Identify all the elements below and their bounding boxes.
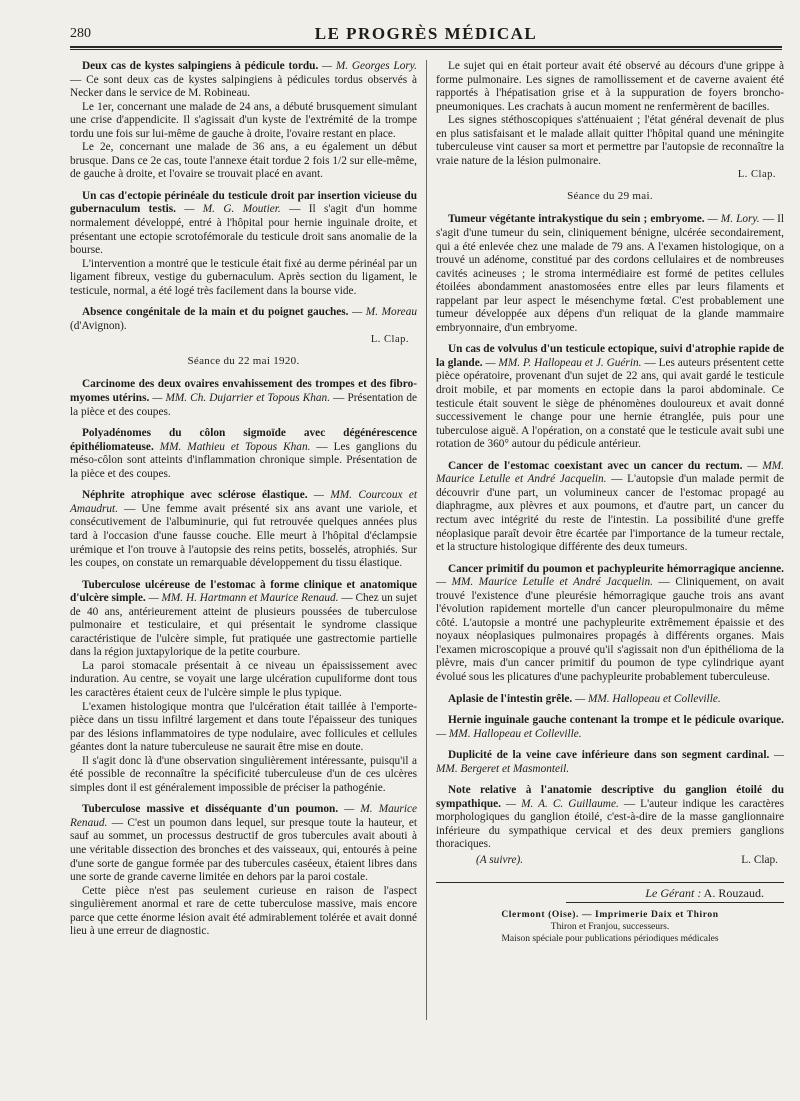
entry-paragraph xyxy=(70,427,417,481)
entry-author: — M. Lory. xyxy=(707,213,760,226)
entry-author: — MM. H. Hartmann et Maurice Renaud. xyxy=(148,592,339,605)
entry-title: Carcinome des deux ovaires envahissement des trompes et des fibro-myomes utérins. xyxy=(70,378,417,405)
entry-paragraph: Le sujet qui en était porteur avait été observé au décours d'une grippe à forme pulmonaire. Les signes de ramollissement et de caverne avaient été rapportés à l'hépatisation grise et à la suppuration de foyers broncho-pneumoniques. Les crachats à aucun moment ne renfermèrent de bacilles. xyxy=(436,60,784,113)
entry-polyadenomes xyxy=(70,427,417,481)
entry-title: Tuberculose ulcéreuse de l'estomac à forme clinique et anatomique d'ulcère simple. xyxy=(70,578,417,605)
entry-cancer-estomac-rectum xyxy=(436,460,784,555)
entry-paragraph xyxy=(70,579,417,660)
entry-ganglion-etoile xyxy=(436,784,784,867)
entry-author: — MM. Courcoux et Amaudrut. xyxy=(70,489,417,515)
entry-paragraph: Les signes stéthoscopiques s'atténuaient ; l'état général devenait de plus en plus satisfaisant et le malade allait quitter l'hôpital quand une méningite tuberculeuse vint causer sa mort et permettre par l'autopsie de reconnaître la vraie nature de la lésion pulmonaire. xyxy=(436,114,784,167)
entry-absence-congenitale xyxy=(70,306,417,347)
entry-aplasie-intestin xyxy=(436,693,784,707)
entry-author: — MM. Ch. Dujarrier et Topous Khan. xyxy=(152,392,331,405)
session-heading: Séance du 22 mai 1920. xyxy=(187,354,300,367)
manager-name: A. Rouzaud. xyxy=(703,885,764,900)
continuation-line xyxy=(436,854,784,868)
manager-rule xyxy=(566,902,784,903)
entry-text: — Présentation de la pièce et des coupes. xyxy=(70,392,418,418)
entry-author: — MM. Hallopeau et Colleville. xyxy=(575,692,721,705)
entry-title: Néphrite atrophique avec sclérose élastique. xyxy=(82,489,308,502)
entry-author: — MM. Hallopeau et Colleville. xyxy=(436,727,582,740)
entry-title: Hernie inguinale gauche contenant la trompe et le pédicule ovarique. xyxy=(448,714,784,727)
entry-paragraph xyxy=(436,784,784,852)
entry-text: — Les ganglions du méso-côlon sont atteints d'inflammation chronique simple. Présentation de la pièce et des coupes. xyxy=(70,440,418,480)
entry-paragraph xyxy=(70,803,417,884)
entry-title: Cancer primitif du poumon et pachypleurite hémorragique ancienne. xyxy=(448,562,784,575)
entry-author: — M. G. Moutier. xyxy=(184,203,281,216)
entry-author: MM. Mathieu et Topous Khan. xyxy=(159,440,311,453)
entry-hernie-inguinale xyxy=(436,714,784,741)
entry-paragraph xyxy=(436,213,784,335)
printer-line: Clermont (Oise). — Imprimerie Daix et Thiron xyxy=(501,910,719,921)
entry-author: — MM. Maurice Letulle et André Jacquelin. xyxy=(436,459,785,486)
entry-paragraph xyxy=(70,378,417,419)
entry-title: Absence congénitale de la main et du poignet gauches. xyxy=(82,306,349,319)
column-divider xyxy=(426,60,427,1020)
signature: L. Clap. xyxy=(737,169,776,181)
printer-line: Thiron et Franjou, successeurs. xyxy=(550,922,670,933)
entry-author: — M. Moreau xyxy=(352,306,417,319)
entry-paragraph xyxy=(436,714,784,741)
entry-paragraph: Cette pièce n'est pas seulement curieuse en raison de l'aspect singulièrement anormal et rare de cette tuberculose massive, mais encore parce que cette énorme lésion avait été admirablement tolérée et avait donné lieu à une erreur de diagnostic. xyxy=(70,884,417,938)
entry-kystes-salpingiens xyxy=(70,60,417,182)
entry-paragraph: La paroi stomacale présentait à ce niveau un épaississement avec induration. Au centre, se voyait une large ulcération cupuliforme dont tous les caractères étaient ceux de l'ulcère simple le plus typique. xyxy=(70,659,417,699)
entry-paragraph: L'examen histologique montra que l'ulcération était taillée à l'emporte-pièce dans un tissu infiltré largement et dans toute l'épaisseur des tuniques par des lésions inflammatoires de type nodulaire, avec follicules et cellules géantes dont la nature tuberculeuse ne saurait être mise en doute. xyxy=(70,700,417,754)
entry-title: Polyadénomes du côlon sigmoïde avec dégénérescence épithéliomateuse. xyxy=(70,427,417,453)
entry-text: — C'est un poumon dans lequel, sur presque toute la hauteur, et sauf au sommet, un processus destructif de gros tubercules avait abouti à une véritable dissection des bronches et des vaisseaux, qui, entourés à peine d'une sorte de gangue formée par des tubercules caséeux, étaient libres dans une sorte de grande caverne limitée en dehors par la paroi costale. xyxy=(70,816,417,884)
entry-author: — M. Georges Lory. xyxy=(322,60,418,72)
entry-volvulus-testicule xyxy=(436,343,784,451)
header-rule xyxy=(70,46,782,50)
entry-paragraph xyxy=(436,749,784,776)
journal-title: LE PROGRÈS MÉDICAL xyxy=(314,24,538,43)
entry-paragraph xyxy=(70,489,417,570)
printer-imprint xyxy=(436,909,784,945)
entry-text: (d'Avignon). xyxy=(70,319,127,332)
entry-title: Duplicité de la veine cave inférieure dans son segment cardinal. xyxy=(448,749,770,762)
left-column xyxy=(70,60,417,947)
entry-paragraph: L'intervention a montré que le testicule était fixé au derme périnéal par un ligament fibreux, vestige du gubernaculum. Après section du ligament, le testicule, normal, a été logé très facilement dans la bourse vide. xyxy=(70,257,417,297)
entry-nephrite xyxy=(70,489,417,570)
to-be-continued: (A suivre). xyxy=(476,853,524,866)
entry-text: — Il s'agit d'un homme normalement développé, entré à l'hôpital pour hernie inguinale droite, et présentant une ectopie scrotofémorale du testicule droit sans anomalie de la bourse. xyxy=(70,203,418,257)
entry-author: — M. A. C. Guillaume. xyxy=(506,797,619,810)
entry-text: — Cliniquement, on avait trouvé l'existence d'une pleurésie hémorragique gauche trois ans avant l'évolution rapidement mortelle d'un cancer pleuropulmonaire du même côté. L'autopsie a montré une pachypleurite extrêmement épaissie et des noyaux néoplasiques pulmonaires propagés à différents organes. Mais l'examen microscopique a prouvé qu'il s'agissait non d'un épithélioma de la plèvre, mais d'un cancer primitif du poumon de type cylindrique ayant évolué sous les plicatures d'une pachypleurite probablement tuberculeuse. xyxy=(436,576,785,683)
entry-paragraph xyxy=(436,693,784,707)
signature: L. Clap. xyxy=(370,334,409,346)
entry-paragraph xyxy=(70,306,417,333)
entry-title: Note relative à l'anatomie descriptive du ganglion étoilé du sympathique. xyxy=(436,784,784,810)
printer-line: Maison spéciale pour publications périodiques médicales xyxy=(501,934,719,945)
page-number: 280 xyxy=(70,26,91,41)
entry-title: Tumeur végétante intrakystique du sein ; embryome. xyxy=(448,213,705,226)
manager-label: Le Gérant : xyxy=(645,885,702,900)
entry-author: — M. Maurice Renaud. xyxy=(70,803,417,829)
entry-ectopie-perineale xyxy=(70,190,417,298)
session-heading: Séance du 29 mai. xyxy=(567,189,653,202)
manager-line xyxy=(436,887,784,901)
entry-paragraph xyxy=(70,190,417,258)
entry-paragraph xyxy=(436,343,784,451)
entry-text: — Chez un sujet de 40 ans, antérieurement atteint de plusieurs poussées de tuberculose pulmonaire et testiculaire, et qui présentait le syndrome classique caractéristique de l'ulcère simple, fut pratiquée une gastrectomie partielle dans la région juxtapylorique de la petite courbure. xyxy=(70,592,417,659)
entry-author: — MM. Bergeret et Masmonteil. xyxy=(436,749,784,775)
entry-paragraph: Le 2e, concernant une malade de 36 ans, a eu également un début brusque. Dans ce 2e cas, toute l'annexe était tordue 2 fois 1/2 sur elle-même, de gauche à droite, et l'ovaire se trouvait placé en avant. xyxy=(70,141,417,181)
entry-duplicite-veine-cave xyxy=(436,749,784,776)
entry-text: — L'auteur indique les caractères morphologiques du ganglion étoilé, c'est-à-dire de la masse ganglionnaire inférieure du sympathique cervical et des deux premiers ganglions thoraciques. xyxy=(436,797,784,851)
entry-author: — MM. Maurice Letulle et André Jacquelin. xyxy=(436,576,653,589)
entry-continuation xyxy=(436,60,784,182)
entry-title: Aplasie de l'intestin grêle. xyxy=(448,692,573,705)
entry-carcinome-ovaires xyxy=(70,378,417,419)
signature: L. Clap. xyxy=(741,853,778,866)
entry-tuberculose-ulcereuse xyxy=(70,579,417,796)
entry-title: Tuberculose massive et disséquante d'un poumon. xyxy=(82,803,339,816)
entry-author: — MM. P. Hallopeau et J. Guérin. xyxy=(485,356,642,369)
entry-text: — Les auteurs présentent cette pièce opératoire, provenant d'un sujet de 22 ans, qui avait gardé le testicule droit mobile, et par moments en ectopie dans la paroi abdominale. Ce testicule était souvent le siège de phénomènes douloureux et avait donné successivement le change pour une hernie étranglée, puis pour une tuberculose aiguë. A l'opération, on a constaté que le testicule avait subi une rotation de 360° autour du pédicule antérieur. xyxy=(436,356,784,451)
entry-paragraph xyxy=(436,460,784,555)
right-column xyxy=(436,60,784,945)
end-rule xyxy=(436,882,784,883)
entry-title: Cancer de l'estomac coexistant avec un cancer du rectum. xyxy=(448,459,743,472)
entry-tumeur-sein xyxy=(436,213,784,335)
entry-title: Un cas d'ectopie périnéale du testicule droit par insertion vicieuse du gubernaculum testis. xyxy=(70,189,417,216)
entry-text: — Il s'agit d'une tumeur du sein, cliniquement bénigne, ulcérée secondairement, qui a été enlevée chez une malade de 79 ans. A l'examen histologique, on a trouvé un adénome, constitué par des cordons cellulaires et de nombreuses cavités acineuses ; le stroma intermédiaire est formé de petites cellules étoilées abondamment anastomosées entre elles par leurs filaments et rappelant par leur aspect le mésenchyme fœtal. C'est probablement une tumeur développée aux dépens d'un reliquat de la glande mammaire embryonnaire, d'un embryome. xyxy=(436,213,784,334)
entry-paragraph: Le 1er, concernant une malade de 24 ans, a débuté brusquement simulant une crise d'appendicite. Il s'agissait d'un kyste de l'extrémité de la trompe tordu une fois sur lui-même de gauche à droite, l'ovaire restant en place. xyxy=(70,100,417,140)
entry-title: Un cas de volvulus d'un testicule ectopique, suivi d'atrophie rapide de la glande. xyxy=(436,343,784,369)
entry-paragraph xyxy=(70,60,417,101)
entry-tuberculose-massive xyxy=(70,803,417,938)
entry-text: — Une femme avait présenté six ans avant une variole, et consécutivement de l'albuminurie, qui fut retrouvée quelques années plus tard à l'occasion d'une fausse couche. Elle meurt à l'hôpital d'éclampsie urémique et l'on trouve à l'autopsie des reins petits, bosselés, atrophiés. Sur les coupes, on constate un remarquable développement du tissu élastique. xyxy=(70,502,417,570)
entry-text: — L'autopsie d'un malade permit de découvrir d'une part, un volumineux cancer de l'estomac propagé au diaphragme, aux plèvres et aux poumons, et d'autre part, un cancer du rectum avec intégrité du reste de l'intestin. La possibilité d'une greffe néoplasique paraît devoir être écartée par l'importance de la tumeur rectale, et la structure histologique différente des deux tumeurs. xyxy=(436,473,785,554)
entry-text: — Ce sont deux cas de kystes salpingiens à pédicules tordus observés à Necker dans le service de M. Robineau. xyxy=(70,73,417,100)
entry-paragraph: Il s'agit donc là d'une observation singulièrement intéressante, puisqu'il a été possible de reconnaître la spécificité tuberculeuse d'un de ces ulcères simples dont il est généralement impossible de préciser la pathogénie. xyxy=(70,754,417,794)
entry-cancer-poumon xyxy=(436,563,784,685)
entry-title: Deux cas de kystes salpingiens à pédicule tordu. xyxy=(82,60,319,72)
entry-paragraph xyxy=(436,563,784,685)
